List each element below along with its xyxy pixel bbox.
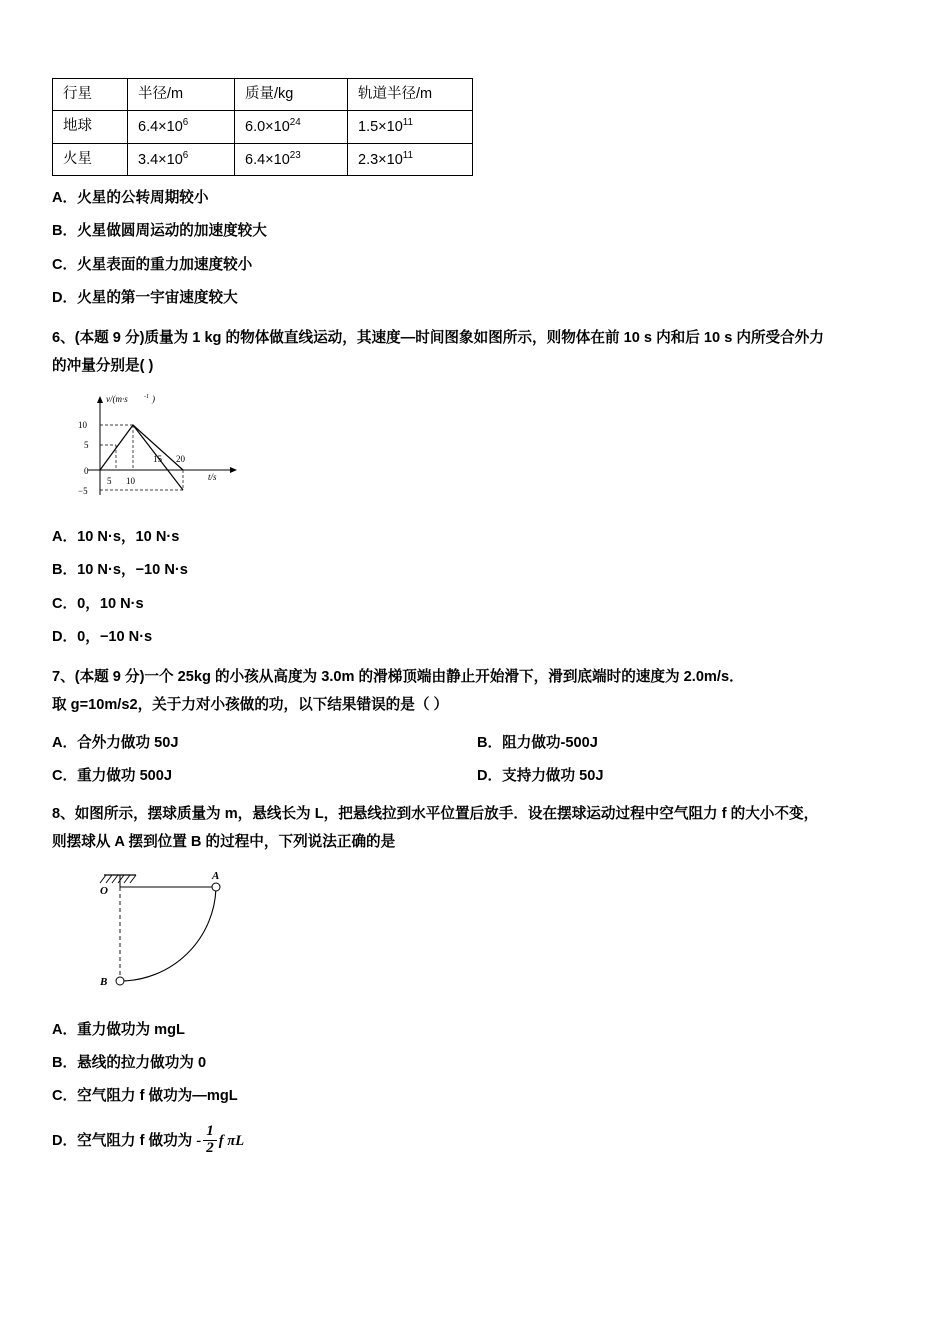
svg-text:15: 15 — [153, 454, 162, 465]
svg-text:O: O — [100, 884, 108, 897]
q5-option-a — [52, 188, 902, 209]
option-text: 10 N·s，10 N·s — [77, 529, 180, 546]
q6-option-c — [52, 594, 902, 615]
q7-option-c — [52, 764, 477, 785]
option-text: 悬线的拉力做功为 0 — [77, 1054, 207, 1071]
q5-option-b — [52, 221, 902, 242]
svg-text:10: 10 — [78, 420, 87, 431]
svg-text:0: 0 — [84, 466, 89, 477]
table-header-cell: 质量/kg — [235, 79, 348, 111]
option-text: 火星的第一宇宙速度较大 — [77, 289, 238, 306]
option-text: 重力做功为 mgL — [77, 1021, 185, 1038]
option-text: 火星做圆周运动的加速度较大 — [77, 223, 267, 240]
value-exponent: 6 — [182, 149, 189, 161]
option-text: 火星的公转周期较小 — [77, 190, 209, 207]
option-text: 0，−10 N·s — [77, 628, 153, 645]
table-cell-orbit — [348, 143, 473, 176]
q8-option-c — [52, 1086, 902, 1107]
value-mantissa: 1.5×10 — [358, 118, 403, 135]
q8-stem-line1: 8、如图所示，摆球质量为 m，悬线长为 L，把悬线拉到水平位置后放手．设在摆球运动过程中空气阻力 f 的大小不变， — [52, 806, 819, 823]
option-text: 0，10 N·s — [77, 595, 144, 612]
svg-text:B: B — [100, 975, 108, 988]
q6-stem-line2: 的冲量分别是( ) — [52, 357, 154, 374]
value-mantissa: 6.4×10 — [138, 118, 183, 135]
table-header-row — [53, 79, 473, 111]
table-cell-radius — [128, 110, 235, 143]
option-text: 重力做功 500J — [77, 768, 173, 785]
table-header-cell: 轨道半径/m — [348, 79, 473, 111]
table-cell-planet: 地球 — [53, 110, 128, 143]
svg-text:t/s: t/s — [208, 472, 217, 483]
fraction-numerator: 1 — [203, 1124, 217, 1141]
q5-option-d — [52, 288, 902, 309]
value-exponent: 24 — [289, 116, 301, 128]
value-exponent: 11 — [402, 116, 413, 128]
value-mantissa: 2.3×10 — [358, 151, 403, 168]
q7-options-row-1 — [52, 731, 902, 752]
table-cell-mass — [235, 110, 348, 143]
formula-tail: f πL — [218, 1133, 245, 1150]
table-row — [53, 110, 473, 143]
table-cell-planet: 火星 — [53, 143, 128, 176]
option-label: D． — [477, 768, 503, 785]
option-label: A． — [52, 529, 78, 546]
table-header-cell: 半径/m — [128, 79, 235, 111]
q6-option-b — [52, 560, 902, 581]
q7-option-d — [477, 764, 902, 785]
table-cell-mass — [235, 143, 348, 176]
table-row — [53, 143, 473, 176]
svg-text:): ) — [152, 394, 155, 405]
q6-option-d — [52, 627, 902, 648]
svg-text:A: A — [212, 869, 220, 882]
formula-minus-sign: - — [196, 1133, 202, 1150]
option-label: A． — [52, 190, 78, 207]
q8-option-a — [52, 1020, 902, 1041]
q6-stem-line1: 6、(本题 9 分)质量为 1 kg 的物体做直线运动，其速度—时间图象如图所示，则物体在前 10 s 内和后 10 s 内所受合外力 — [52, 329, 824, 346]
svg-text:10: 10 — [126, 476, 135, 487]
pendulum-figure — [56, 863, 902, 1008]
q5-option-c — [52, 255, 902, 276]
option-label: C． — [52, 256, 78, 273]
fraction-one-half — [203, 1124, 217, 1157]
option-text: 合外力做功 50J — [77, 735, 179, 752]
fraction-denominator: 2 — [206, 1139, 214, 1156]
svg-text:-1: -1 — [144, 394, 149, 401]
option-label: C． — [52, 1088, 78, 1105]
option-text: 支持力做功 50J — [502, 768, 604, 785]
option-label: A． — [52, 1021, 78, 1038]
table-cell-radius — [128, 143, 235, 176]
option-text: 10 N·s，−10 N·s — [77, 562, 188, 579]
option-label: D． — [52, 289, 78, 306]
value-mantissa: 6.4×10 — [245, 151, 290, 168]
svg-text:5: 5 — [84, 440, 89, 451]
value-exponent: 11 — [402, 149, 413, 161]
planet-data-table — [52, 78, 473, 176]
option-text: 空气阻力 f 做功为 — [77, 1133, 193, 1150]
q7-options-row-2 — [52, 764, 902, 785]
q7-stem-line1: 7、(本题 9 分)一个 25kg 的小孩从高度为 3.0m 的滑梯顶端由静止开始滑下，滑到底端时的速度为 2.0m/s． — [52, 668, 744, 685]
option-label: D． — [52, 1133, 78, 1150]
option-text: 火星表面的重力加速度较小 — [77, 256, 253, 273]
value-exponent: 6 — [182, 116, 189, 128]
option-label: C． — [52, 595, 78, 612]
svg-text:20: 20 — [176, 454, 185, 465]
option-label: B． — [52, 223, 78, 240]
value-mantissa: 6.0×10 — [245, 118, 290, 135]
option-text: 空气阻力 f 做功为—mgL — [77, 1088, 238, 1105]
table-header-cell: 行星 — [53, 79, 128, 111]
option-label: B． — [477, 735, 503, 752]
svg-text:−5: −5 — [78, 486, 88, 497]
option-label: A． — [52, 735, 78, 752]
q7-option-a — [52, 731, 477, 752]
value-mantissa: 3.4×10 — [138, 151, 183, 168]
q8-option-d — [52, 1125, 902, 1158]
option-label: B． — [52, 562, 78, 579]
q6-option-a — [52, 527, 902, 548]
option-label: B． — [52, 1054, 78, 1071]
svg-text:v/(m·s: v/(m·s — [106, 394, 128, 405]
q8-option-b — [52, 1053, 902, 1074]
velocity-time-graph-figure — [58, 390, 902, 515]
q7-option-b — [477, 731, 902, 752]
q7-stem-line2: 取 g=10m/s2，关于力对小孩做的功，以下结果错误的是（ ） — [52, 696, 449, 713]
table-cell-orbit — [348, 110, 473, 143]
option-label: C． — [52, 768, 78, 785]
q8-stem-line2: 则摆球从 A 摆到位置 B 的过程中，下列说法正确的是 — [52, 834, 396, 851]
option-text: 阻力做功-500J — [502, 735, 598, 752]
value-exponent: 23 — [289, 149, 301, 161]
option-label: D． — [52, 628, 78, 645]
page-content — [52, 78, 902, 1158]
svg-text:5: 5 — [107, 476, 112, 487]
